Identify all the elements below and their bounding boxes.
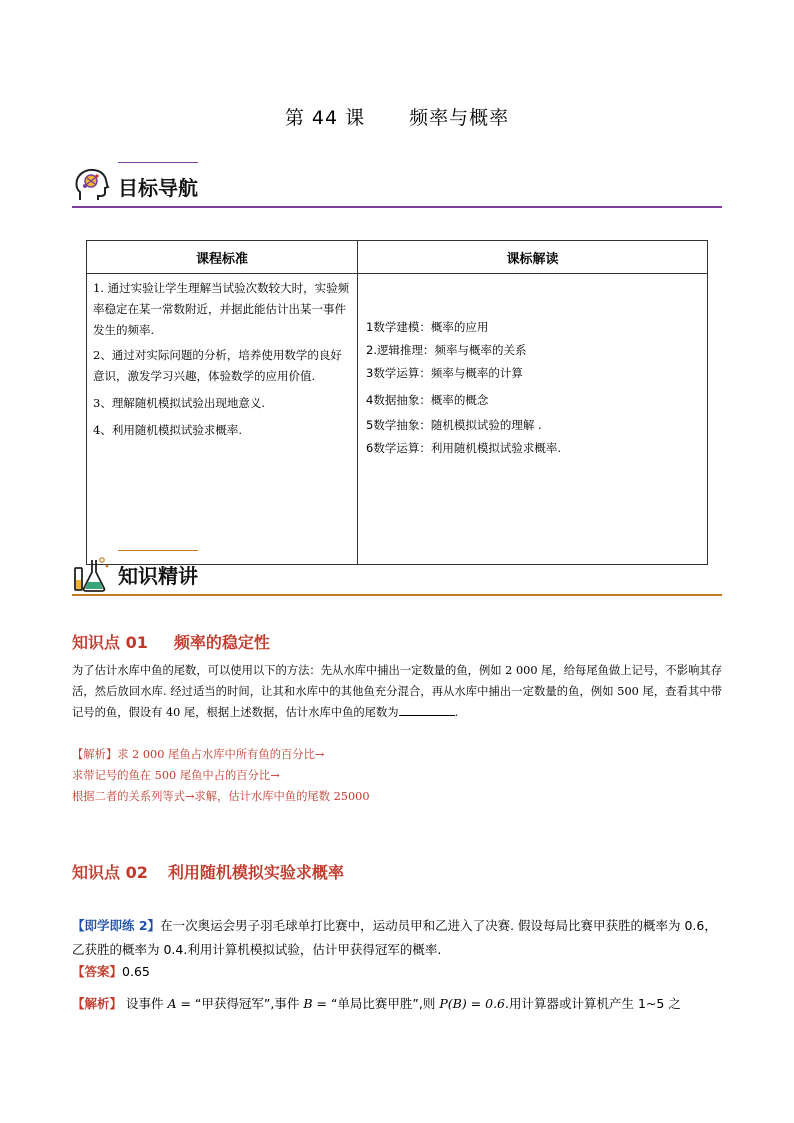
practice-tag: 【即学即练 2】 bbox=[72, 918, 161, 933]
kp-title: 利用随机模拟实验求概率 bbox=[167, 863, 344, 882]
table-header-interpretation: 课标解读 bbox=[358, 241, 708, 274]
kp-label: 知识点 02 bbox=[72, 863, 148, 882]
section-topline bbox=[118, 550, 198, 551]
problem-end: . bbox=[454, 706, 459, 719]
answer-tag: 【答案】 bbox=[72, 964, 123, 979]
analysis-line: 求 2 000 尾鱼占水库中所有鱼的百分比→ bbox=[117, 748, 325, 761]
kp1-problem bbox=[72, 660, 722, 723]
section-title: 知识精讲 bbox=[118, 564, 198, 588]
standards-table bbox=[86, 240, 708, 565]
section-header-goals bbox=[72, 162, 722, 208]
interpretation-cell bbox=[358, 274, 708, 565]
analysis-text: = “甲获得冠军”,事件 bbox=[176, 996, 304, 1011]
variable-a: A bbox=[167, 996, 177, 1011]
kp1-analysis bbox=[72, 744, 722, 807]
section-header-knowledge bbox=[72, 550, 722, 596]
section-rule bbox=[72, 594, 722, 596]
probability-expression: P(B) = 0.6 bbox=[439, 996, 506, 1011]
lesson-name: 频率与概率 bbox=[409, 107, 510, 129]
analysis-line: 求带记号的鱼在 500 尾鱼中占的百分比→ bbox=[72, 769, 280, 782]
brain-head-icon bbox=[72, 166, 112, 206]
analysis-tag: 【解析】 bbox=[72, 748, 118, 761]
interpretation-item: 1数学建模：概率的应用 bbox=[366, 320, 489, 334]
analysis-text: = “单局比赛甲胜”,则 bbox=[312, 996, 440, 1011]
interpretation-item: 3数学运算：频率与概率的计算 bbox=[366, 366, 523, 380]
analysis-tag: 【解析】 bbox=[72, 996, 123, 1011]
knowledge-point-heading bbox=[72, 860, 344, 883]
standard-item: 2、通过对实际问题的分析，培养使用数学的良好意识，激发学习兴趣，体验数学的应用价值. bbox=[93, 348, 342, 383]
interpretation-item: 6数学运算：利用随机模拟试验求概率. bbox=[366, 441, 561, 455]
interpretation-item: 5数学抽象：随机模拟试验的理解 . bbox=[366, 418, 542, 432]
kp2-answer bbox=[72, 960, 722, 984]
answer-blank bbox=[399, 703, 455, 716]
practice-text: 在一次奥运会男子羽毛球单打比赛中，运动员甲和乙进入了决赛. 假设每局比赛甲获胜的概率为 0.6，乙获胜的概率为 0.4.利用计算机模拟试验，估计甲获得冠军的概率. bbox=[72, 918, 717, 957]
kp-label: 知识点 01 bbox=[72, 633, 148, 652]
analysis-text: 设事件 bbox=[126, 996, 168, 1011]
analysis-line: 根据二者的关系列等式→求解，估计水库中鱼的尾数 25000 bbox=[72, 790, 370, 803]
section-rule bbox=[72, 206, 722, 208]
flask-icon bbox=[72, 554, 112, 594]
table-header-standard: 课程标准 bbox=[87, 241, 358, 274]
kp-title: 频率的稳定性 bbox=[173, 633, 270, 652]
kp2-analysis bbox=[72, 992, 722, 1016]
interpretation-item: 2.逻辑推理：频率与概率的关系 bbox=[366, 343, 527, 357]
standard-item: 3、理解随机模拟试验出现地意义. bbox=[93, 396, 265, 410]
knowledge-point-heading bbox=[72, 630, 270, 653]
interpretation-item: 4数据抽象：概率的概念 bbox=[366, 393, 489, 407]
lesson-number: 第 44 课 bbox=[284, 107, 366, 129]
variable-b: B bbox=[303, 996, 313, 1011]
section-title: 目标导航 bbox=[118, 176, 198, 200]
answer-value: 0.65 bbox=[122, 964, 150, 979]
standards-cell bbox=[87, 274, 358, 565]
standard-item: 4、利用随机模拟试验求概率. bbox=[93, 423, 242, 437]
analysis-text: .用计算器或计算机产生 1~5 之 bbox=[505, 996, 681, 1011]
section-topline bbox=[118, 162, 198, 163]
problem-text: 为了估计水库中鱼的尾数，可以使用以下的方法：先从水库中捕出一定数量的鱼，例如 2 000 尾，给每尾鱼做上记号，不影响其存活，然后放回水库. 经过适当的时间，让其和水库中的其他鱼充分混合，再从水库中捕出一定数量的鱼，例如 500 尾，查看其中带记号的鱼，假设有 40 尾，根据上述数据，估计水库中鱼的尾数为 bbox=[72, 664, 722, 719]
page-title bbox=[0, 103, 794, 130]
kp2-practice bbox=[72, 914, 722, 962]
standard-item: 1. 通过实验让学生理解当试验次数较大时，实验频率稳定在某一常数附近，并据此能估计出某一事件发生的频率. bbox=[93, 281, 350, 337]
